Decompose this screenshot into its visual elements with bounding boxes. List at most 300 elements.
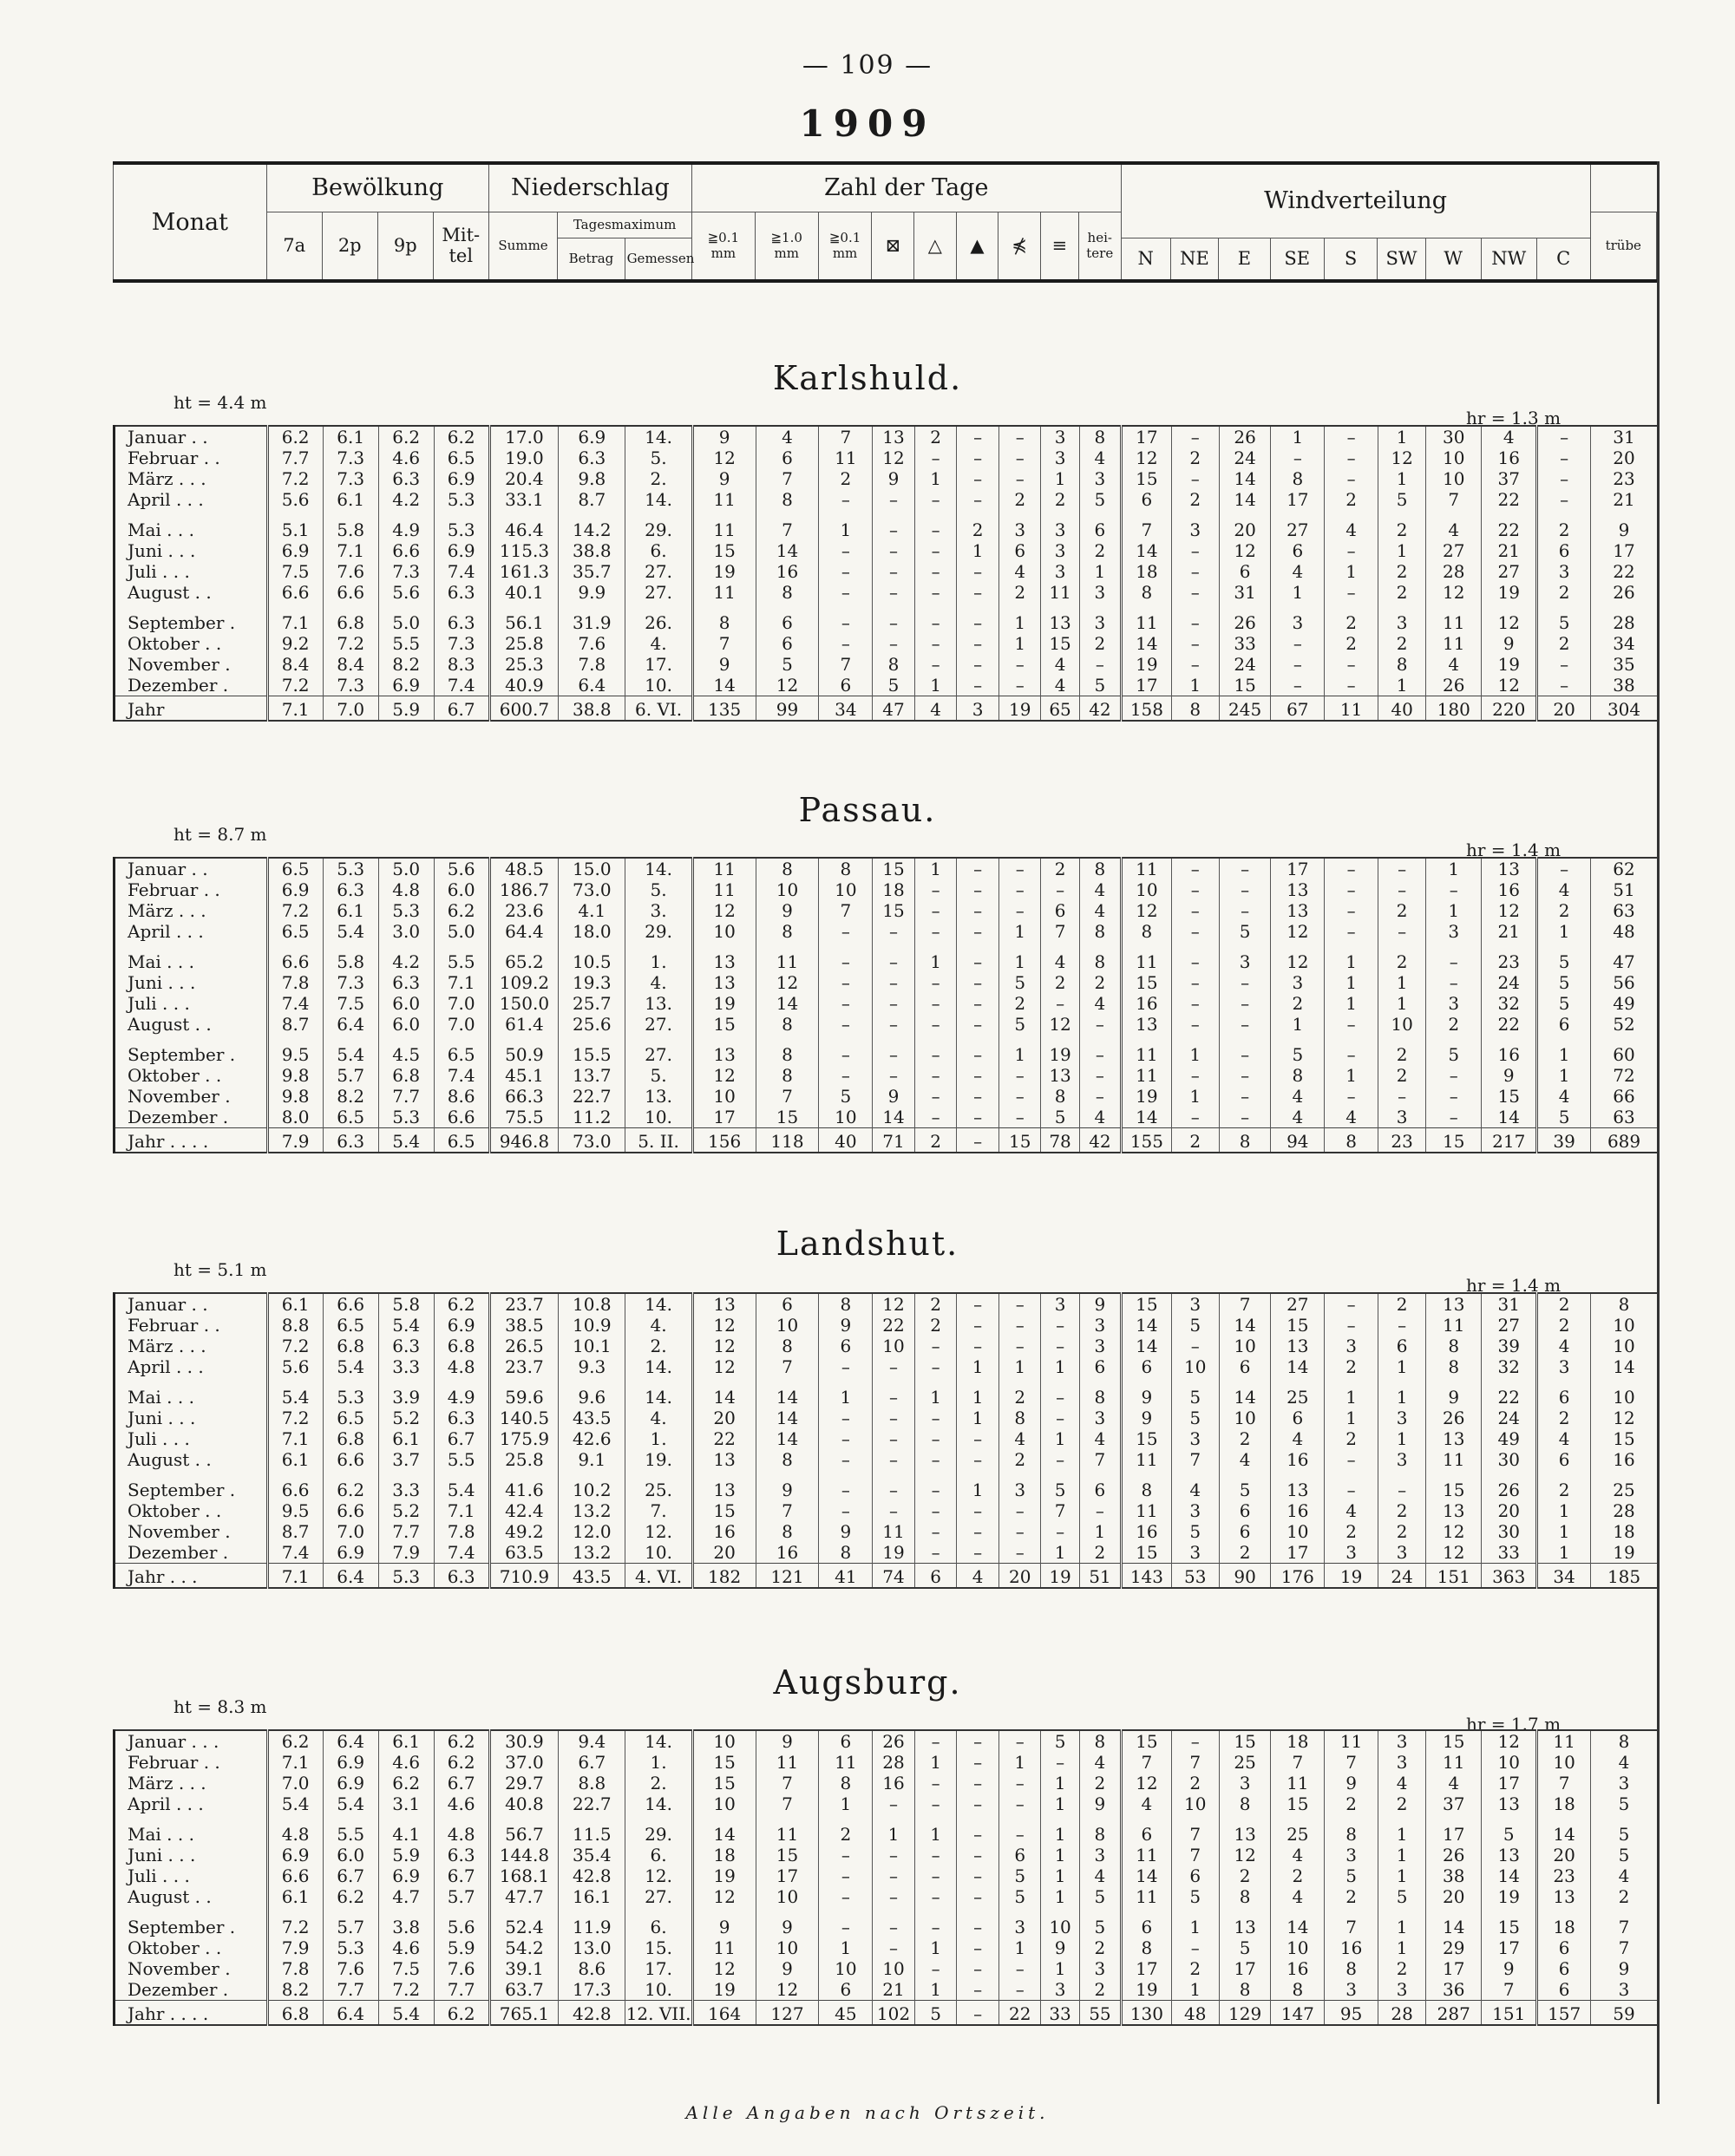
- value-cell: –: [914, 1065, 957, 1086]
- value-cell: 6: [1537, 1449, 1591, 1470]
- value-cell: –: [819, 972, 873, 993]
- value-cell: 1: [998, 942, 1041, 972]
- value-cell: 24: [1378, 1564, 1426, 1589]
- value-cell: 10: [1591, 1315, 1657, 1336]
- value-cell: 46.4: [489, 510, 558, 540]
- value-cell: 27: [1482, 1315, 1537, 1336]
- value-cell: 23: [1378, 1128, 1426, 1153]
- value-cell: 1: [914, 1814, 957, 1845]
- value-cell: 3: [1171, 1428, 1219, 1449]
- value-cell: 2: [1378, 1521, 1426, 1542]
- value-cell: –: [1271, 633, 1325, 654]
- value-cell: –: [873, 1449, 915, 1470]
- value-cell: 10: [756, 1886, 819, 1907]
- value-cell: 6.2: [434, 426, 489, 448]
- value-cell: 7.1: [267, 1564, 323, 1589]
- value-cell: 2: [1378, 1793, 1426, 1814]
- value-cell: 6.6: [323, 582, 378, 603]
- value-cell: 1: [1079, 561, 1122, 582]
- value-cell: –: [873, 993, 915, 1014]
- value-cell: 2: [998, 582, 1041, 603]
- value-cell: 15: [692, 540, 756, 561]
- month-cell: April . . .: [115, 921, 268, 942]
- month-cell: September .: [115, 1035, 268, 1065]
- value-cell: 5: [1378, 489, 1426, 510]
- value-cell: 1: [1271, 426, 1325, 448]
- value-cell: 5: [998, 972, 1041, 993]
- value-cell: –: [957, 1086, 999, 1107]
- value-cell: 5.4: [267, 1377, 323, 1408]
- value-cell: 1: [1041, 1356, 1079, 1377]
- value-cell: 6.9: [267, 1845, 323, 1865]
- value-cell: –: [1325, 1014, 1378, 1035]
- value-cell: 7: [819, 900, 873, 921]
- value-cell: 3: [1041, 1293, 1079, 1315]
- value-cell: 19: [1041, 1035, 1079, 1065]
- value-cell: 7.3: [323, 972, 378, 993]
- value-cell: 6.2: [267, 1730, 323, 1752]
- value-cell: 9.5: [267, 1035, 323, 1065]
- value-cell: 12: [692, 448, 756, 468]
- value-cell: 23.7: [489, 1293, 558, 1315]
- table-row: [115, 972, 1658, 993]
- value-cell: 8: [1271, 1979, 1325, 2001]
- value-cell: 37: [1482, 468, 1537, 489]
- value-cell: 2: [1378, 942, 1426, 972]
- value-cell: –: [998, 468, 1041, 489]
- header-wind-n: N: [1121, 238, 1170, 281]
- value-cell: 14.: [625, 858, 692, 879]
- value-cell: 12: [1041, 1014, 1079, 1035]
- value-cell: 4: [1325, 1500, 1378, 1521]
- value-cell: 15: [1271, 1793, 1325, 1814]
- header-windverteilung: Windverteilung: [1121, 163, 1590, 238]
- month-cell: Mai . . .: [115, 510, 268, 540]
- value-cell: 2.: [625, 1336, 692, 1356]
- value-cell: –: [873, 1500, 915, 1521]
- value-cell: –: [1171, 1014, 1219, 1035]
- value-cell: 4.1: [559, 900, 625, 921]
- month-cell: Februar . .: [115, 879, 268, 900]
- value-cell: 6: [756, 603, 819, 633]
- value-cell: 15: [873, 900, 915, 921]
- value-cell: 6.6: [267, 582, 323, 603]
- value-cell: –: [873, 1065, 915, 1086]
- value-cell: –: [914, 1907, 957, 1937]
- hagel-filled-icon: ▲: [956, 212, 998, 281]
- value-cell: 5.6: [434, 1907, 489, 1937]
- value-cell: –: [1079, 1014, 1122, 1035]
- value-cell: 2: [1271, 993, 1325, 1014]
- month-cell: Jahr . . . .: [115, 2001, 268, 2026]
- table-row: [115, 900, 1658, 921]
- value-cell: –: [914, 540, 957, 561]
- value-cell: –: [1378, 1470, 1426, 1500]
- value-cell: 13: [1271, 900, 1325, 921]
- month-cell: Juni . . .: [115, 972, 268, 993]
- value-cell: 3: [1171, 1500, 1219, 1521]
- value-cell: 1: [957, 540, 999, 561]
- value-cell: 19: [873, 1542, 915, 1564]
- value-cell: 3: [1591, 1979, 1657, 2001]
- value-cell: 8: [756, 1336, 819, 1356]
- value-cell: 7.: [625, 1500, 692, 1521]
- value-cell: 6.6: [378, 540, 434, 561]
- value-cell: 16: [1271, 1500, 1325, 1521]
- value-cell: 6: [819, 1979, 873, 2001]
- value-cell: –: [914, 1470, 957, 1500]
- value-cell: 12.: [625, 1521, 692, 1542]
- value-cell: 7.0: [267, 1773, 323, 1793]
- value-cell: 9: [1079, 1793, 1122, 1814]
- value-cell: 6.8: [323, 603, 378, 633]
- value-cell: 16: [1482, 448, 1537, 468]
- value-cell: –: [1537, 448, 1591, 468]
- table-row: [115, 1752, 1658, 1773]
- value-cell: 10: [1591, 1377, 1657, 1408]
- value-cell: 6: [1537, 1377, 1591, 1408]
- value-cell: 33.1: [489, 489, 558, 510]
- table-row: [115, 1336, 1658, 1356]
- value-cell: 15: [1122, 972, 1171, 993]
- value-cell: 2: [914, 426, 957, 448]
- value-cell: 14: [756, 993, 819, 1014]
- value-cell: 6.8: [267, 2001, 323, 2026]
- column-header-table: [113, 161, 1657, 283]
- value-cell: 22: [1482, 1377, 1537, 1408]
- value-cell: 17.3: [559, 1979, 625, 2001]
- value-cell: 7: [1171, 1814, 1219, 1845]
- value-cell: 9: [1482, 1958, 1537, 1979]
- value-cell: 6.9: [323, 1752, 378, 1773]
- value-cell: 17.: [625, 654, 692, 675]
- value-cell: 9: [819, 1315, 873, 1336]
- value-cell: –: [819, 1845, 873, 1865]
- value-cell: 7.0: [323, 1521, 378, 1542]
- value-cell: 15: [1122, 468, 1171, 489]
- value-cell: 7.3: [323, 468, 378, 489]
- value-cell: 7.5: [323, 993, 378, 1014]
- value-cell: 8.4: [323, 654, 378, 675]
- value-cell: 6.5: [323, 1107, 378, 1128]
- value-cell: 13: [692, 972, 756, 993]
- value-cell: 5.6: [378, 582, 434, 603]
- value-cell: –: [1325, 1470, 1378, 1500]
- table-row: [115, 1428, 1658, 1449]
- value-cell: 6.1: [267, 1886, 323, 1907]
- value-cell: 10: [1171, 1793, 1219, 1814]
- value-cell: 7.2: [267, 1907, 323, 1937]
- value-cell: 6.9: [378, 675, 434, 696]
- table-row: [115, 468, 1658, 489]
- value-cell: –: [957, 1336, 999, 1356]
- value-cell: 12. VII.: [625, 2001, 692, 2026]
- table-row: [115, 2001, 1658, 2026]
- value-cell: 42.8: [559, 2001, 625, 2026]
- value-cell: 9: [819, 1521, 873, 1542]
- value-cell: 39.1: [489, 1958, 558, 1979]
- value-cell: 14: [873, 1107, 915, 1128]
- value-cell: 28: [873, 1752, 915, 1773]
- value-cell: 47: [873, 696, 915, 722]
- value-cell: 7: [1219, 1293, 1271, 1315]
- value-cell: 11: [1122, 1065, 1171, 1086]
- value-cell: 6.8: [378, 1065, 434, 1086]
- value-cell: 1: [1325, 972, 1378, 993]
- value-cell: 9: [1482, 633, 1537, 654]
- value-cell: 4.2: [378, 942, 434, 972]
- value-cell: 6.9: [434, 468, 489, 489]
- value-cell: 23.6: [489, 900, 558, 921]
- value-cell: 4: [1426, 1773, 1482, 1793]
- table-row: [115, 1907, 1658, 1937]
- month-cell: April . . .: [115, 1793, 268, 1814]
- value-cell: –: [957, 1814, 999, 1845]
- table-row: [115, 489, 1658, 510]
- value-cell: 13: [1271, 879, 1325, 900]
- value-cell: 8: [1122, 1470, 1171, 1500]
- value-cell: 15: [1482, 1907, 1537, 1937]
- value-cell: 19.3: [559, 972, 625, 993]
- table-row: [115, 633, 1658, 654]
- value-cell: 3: [1378, 1979, 1426, 2001]
- value-cell: 10: [873, 1336, 915, 1356]
- value-cell: 35.7: [559, 561, 625, 582]
- table-row: [115, 1408, 1658, 1428]
- value-cell: –: [914, 972, 957, 993]
- value-cell: 18.0: [559, 921, 625, 942]
- value-cell: 3: [1537, 1356, 1591, 1377]
- value-cell: 25.6: [559, 1014, 625, 1035]
- value-cell: 1: [819, 1793, 873, 1814]
- value-cell: 2: [1079, 1542, 1122, 1564]
- value-cell: 6.6: [323, 1500, 378, 1521]
- value-cell: –: [914, 879, 957, 900]
- value-cell: 9.8: [559, 468, 625, 489]
- value-cell: –: [914, 1014, 957, 1035]
- value-cell: –: [819, 1428, 873, 1449]
- value-cell: 14: [756, 540, 819, 561]
- value-cell: 17: [1122, 675, 1171, 696]
- month-cell: Januar . .: [115, 858, 268, 879]
- value-cell: 24: [1219, 654, 1271, 675]
- value-cell: –: [1041, 1521, 1079, 1542]
- value-cell: 17: [692, 1107, 756, 1128]
- value-cell: 8: [1079, 858, 1122, 879]
- value-cell: 5.: [625, 879, 692, 900]
- value-cell: 7.3: [323, 448, 378, 468]
- value-cell: 127: [756, 2001, 819, 2026]
- value-cell: 10: [819, 879, 873, 900]
- value-cell: 72: [1591, 1065, 1657, 1086]
- value-cell: –: [1171, 1336, 1219, 1356]
- value-cell: 12: [1122, 900, 1171, 921]
- value-cell: 25.8: [489, 1449, 558, 1470]
- value-cell: 1: [914, 1752, 957, 1773]
- value-cell: 2: [1591, 1886, 1657, 1907]
- value-cell: 9: [873, 468, 915, 489]
- value-cell: –: [873, 921, 915, 942]
- value-cell: 42.4: [489, 1500, 558, 1521]
- value-cell: –: [873, 1408, 915, 1428]
- value-cell: 20: [1537, 696, 1591, 722]
- value-cell: 65.2: [489, 942, 558, 972]
- value-cell: 20: [1426, 1886, 1482, 1907]
- value-cell: –: [1378, 921, 1426, 942]
- value-cell: 4: [1537, 879, 1591, 900]
- gewitter-icon: ⋠: [998, 212, 1041, 281]
- value-cell: 1: [1171, 1035, 1219, 1065]
- value-cell: –: [914, 1035, 957, 1065]
- value-cell: 1: [1041, 1958, 1079, 1979]
- value-cell: 11: [1122, 858, 1171, 879]
- value-cell: 2: [1325, 603, 1378, 633]
- value-cell: –: [873, 510, 915, 540]
- value-cell: –: [914, 561, 957, 582]
- value-cell: 7: [756, 1356, 819, 1377]
- value-cell: 6.: [625, 1907, 692, 1937]
- value-cell: 14: [1426, 1907, 1482, 1937]
- value-cell: 151: [1482, 2001, 1537, 2026]
- value-cell: –: [819, 603, 873, 633]
- value-cell: 25.3: [489, 654, 558, 675]
- value-cell: –: [998, 654, 1041, 675]
- value-cell: –: [957, 1293, 999, 1315]
- value-cell: 3: [1041, 448, 1079, 468]
- value-cell: 161.3: [489, 561, 558, 582]
- value-cell: 6.1: [323, 489, 378, 510]
- value-cell: –: [1219, 1035, 1271, 1065]
- value-cell: 15: [1219, 1730, 1271, 1752]
- value-cell: 1: [1041, 468, 1079, 489]
- value-cell: –: [873, 489, 915, 510]
- value-cell: 36: [1426, 1979, 1482, 2001]
- value-cell: 6.2: [434, 2001, 489, 2026]
- value-cell: 2: [1325, 1428, 1378, 1449]
- value-cell: 5: [1482, 1814, 1537, 1845]
- value-cell: 3.3: [378, 1470, 434, 1500]
- value-cell: –: [998, 448, 1041, 468]
- value-cell: 6: [1122, 1907, 1171, 1937]
- value-cell: 946.8: [489, 1128, 558, 1153]
- value-cell: 5.4: [323, 1793, 378, 1814]
- value-cell: 7.8: [559, 654, 625, 675]
- value-cell: 51: [1591, 879, 1657, 900]
- value-cell: 20.4: [489, 468, 558, 489]
- value-cell: 1: [1537, 1035, 1591, 1065]
- value-cell: 12: [692, 1958, 756, 1979]
- table-row: [115, 1814, 1658, 1845]
- value-cell: –: [998, 1107, 1041, 1128]
- value-cell: 6: [756, 1293, 819, 1315]
- value-cell: 1: [1378, 1814, 1426, 1845]
- value-cell: –: [1325, 675, 1378, 696]
- value-cell: –: [1171, 582, 1219, 603]
- value-cell: 7.2: [267, 675, 323, 696]
- value-cell: 11: [692, 582, 756, 603]
- value-cell: 7.2: [267, 468, 323, 489]
- value-cell: 2: [1079, 1937, 1122, 1958]
- value-cell: 2: [1378, 510, 1426, 540]
- value-cell: –: [819, 1500, 873, 1521]
- value-cell: 2: [914, 1293, 957, 1315]
- value-cell: 3: [1426, 921, 1482, 942]
- value-cell: 41: [819, 1564, 873, 1589]
- table-row: [115, 1449, 1658, 1470]
- value-cell: 17: [1426, 1958, 1482, 1979]
- value-cell: 8: [998, 1408, 1041, 1428]
- value-cell: 7.1: [434, 1500, 489, 1521]
- value-cell: 8: [1219, 1793, 1271, 1814]
- month-cell: Oktober . .: [115, 633, 268, 654]
- value-cell: –: [819, 1408, 873, 1428]
- value-cell: –: [998, 1086, 1041, 1107]
- value-cell: 3: [1378, 1408, 1426, 1428]
- value-cell: 4: [957, 1564, 999, 1589]
- value-cell: 9: [756, 1730, 819, 1752]
- value-cell: 19: [998, 696, 1041, 722]
- value-cell: 287: [1426, 2001, 1482, 2026]
- value-cell: 16: [1122, 1521, 1171, 1542]
- value-cell: 10: [756, 1315, 819, 1336]
- value-cell: 12: [1122, 1773, 1171, 1793]
- value-cell: 8: [1079, 1814, 1122, 1845]
- value-cell: –: [957, 654, 999, 675]
- value-cell: 47.7: [489, 1886, 558, 1907]
- value-cell: –: [1171, 540, 1219, 561]
- value-cell: 2: [1079, 540, 1122, 561]
- value-cell: 16.1: [559, 1886, 625, 1907]
- month-cell: März . . .: [115, 468, 268, 489]
- value-cell: 22: [873, 1315, 915, 1336]
- value-cell: –: [998, 1293, 1041, 1315]
- value-cell: 1: [1378, 675, 1426, 696]
- value-cell: 2: [819, 1814, 873, 1845]
- value-cell: 3: [1041, 426, 1079, 448]
- value-cell: 2: [1079, 1979, 1122, 2001]
- value-cell: 2: [1378, 561, 1426, 582]
- value-cell: 6.6: [267, 942, 323, 972]
- value-cell: 5: [1537, 603, 1591, 633]
- value-cell: 1: [1325, 1408, 1378, 1428]
- value-cell: 3: [1219, 942, 1271, 972]
- month-cell: Juli . . .: [115, 993, 268, 1014]
- value-cell: 7: [1271, 1752, 1325, 1773]
- value-cell: –: [1171, 468, 1219, 489]
- value-cell: 38: [1591, 675, 1657, 696]
- month-cell: Oktober . .: [115, 1937, 268, 1958]
- value-cell: 1: [1537, 921, 1591, 942]
- value-cell: 7.1: [267, 696, 323, 722]
- value-cell: 8: [756, 1014, 819, 1035]
- value-cell: 11: [1426, 1315, 1482, 1336]
- value-cell: 6.7: [434, 1428, 489, 1449]
- value-cell: 1: [1537, 1065, 1591, 1086]
- value-cell: 6: [1219, 1356, 1271, 1377]
- header-monat: Monat: [114, 163, 267, 281]
- value-cell: 7: [1426, 489, 1482, 510]
- value-cell: 15: [1426, 1128, 1482, 1153]
- value-cell: –: [998, 900, 1041, 921]
- value-cell: 6.2: [434, 1752, 489, 1773]
- month-cell: Mai . . .: [115, 1814, 268, 1845]
- value-cell: 19.: [625, 1449, 692, 1470]
- value-cell: 10.2: [559, 1470, 625, 1500]
- station-title: Karlshuld.: [772, 359, 963, 397]
- value-cell: 3: [1079, 1845, 1122, 1865]
- value-cell: 1: [1378, 426, 1426, 448]
- value-cell: 8.8: [559, 1773, 625, 1793]
